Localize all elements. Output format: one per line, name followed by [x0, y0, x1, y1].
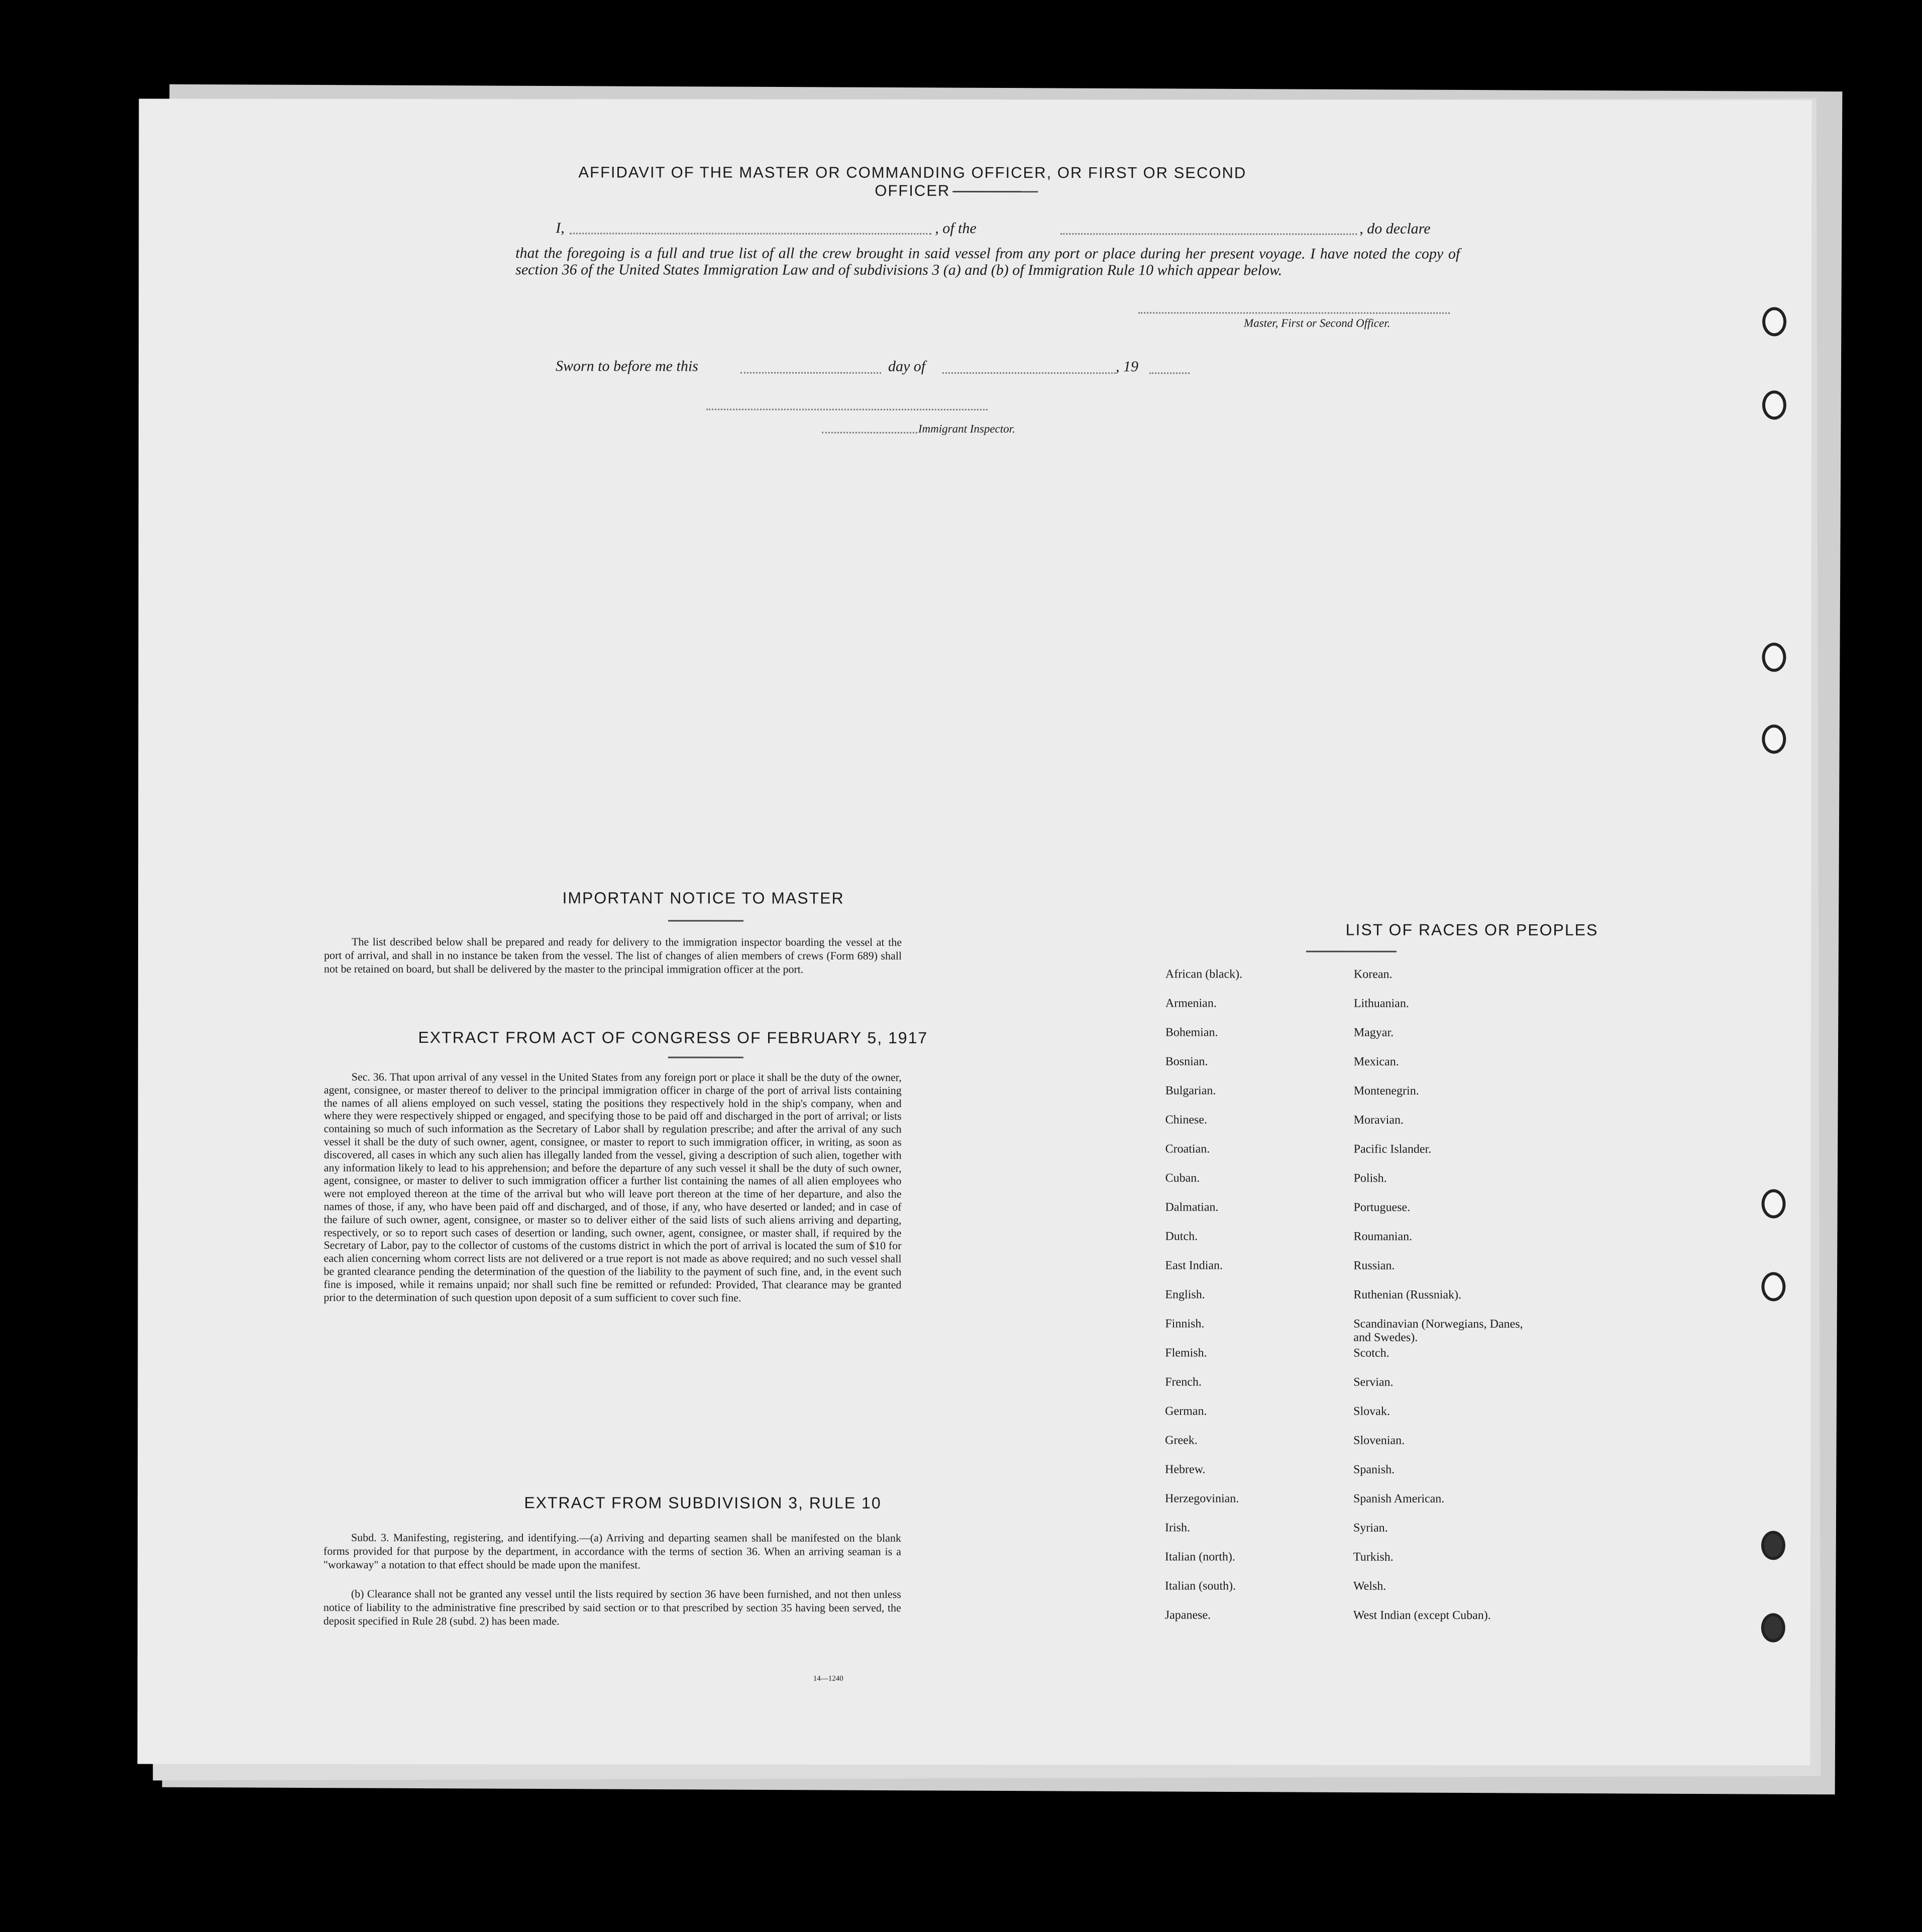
race-item: English.: [1165, 1288, 1205, 1302]
race-item: Portuguese.: [1353, 1201, 1411, 1214]
races-title: LIST OF RACES OR PEOPLES: [1345, 920, 1598, 939]
name-blank[interactable]: [570, 233, 931, 235]
race-item: Croatian.: [1165, 1142, 1210, 1156]
punch-hole-icon: [1762, 724, 1786, 754]
race-item: Scotch.: [1353, 1346, 1390, 1360]
race-item: Mexican.: [1353, 1055, 1399, 1068]
rule-para-a: Subd. 3. Manifesting, registering, and identifying.—(a) Arriving and departing seamen shall be manifested on the blank forms provided for that purpose by the department, in accordance with the terms of section 36. When an arriving seaman is a "workaway" a notation to that effect should be made upon the manifest.: [323, 1531, 901, 1571]
race-item: Spanish.: [1353, 1463, 1395, 1476]
race-item: Scandinavian (Norwegians, Danes, and Swedes).: [1353, 1317, 1523, 1344]
act-title: EXTRACT FROM ACT OF CONGRESS OF FEBRUARY 5, 1917: [418, 1028, 928, 1047]
punch-hole-icon: [1761, 1613, 1785, 1642]
race-item: Turkish.: [1353, 1550, 1394, 1564]
race-item: German.: [1165, 1405, 1207, 1418]
race-item: Finnish.: [1165, 1317, 1205, 1331]
rule-para-b: (b) Clearance shall not be granted any vessel until the lists required by section 36 have been furnished, and not then unless notice of liability to the administrative fine prescribed by said section or to that prescribed by section 35 having been served, the deposit specified in Rule 28 (subd. 2) has been made.: [323, 1587, 901, 1628]
race-item: Moravian.: [1353, 1113, 1404, 1127]
race-item: Bohemian.: [1165, 1026, 1218, 1039]
race-item: Dutch.: [1165, 1230, 1198, 1243]
race-item: Roumanian.: [1353, 1230, 1413, 1243]
affidavit-of-the: , of the: [935, 220, 977, 237]
form-number: 14—1240: [813, 1674, 843, 1683]
race-item: Greek.: [1165, 1434, 1198, 1447]
signature-blank[interactable]: [1138, 312, 1450, 314]
punch-hole-icon: [1762, 390, 1786, 419]
act-rule: [668, 1056, 743, 1058]
inspector-label: Immigrant Inspector.: [918, 422, 1015, 436]
affidavit-title: AFFIDAVIT OF THE MASTER OR COMMANDING OFFICER, OR FIRST OR SECOND OFFICER: [578, 163, 1247, 199]
month-blank[interactable]: [942, 372, 1116, 374]
race-item: Dalmatian.: [1165, 1201, 1219, 1214]
race-item: Russian.: [1353, 1259, 1395, 1272]
race-item: Cuban.: [1165, 1171, 1200, 1185]
race-item: Flemish.: [1165, 1346, 1207, 1360]
notice-body: The list described below shall be prepared and ready for delivery to the immigration inspector boarding the vessel at the port of arrival, and shall in no instance be taken from the vessel. The list of changes of alien members of crews (Form 689) shall not be retained on board, but shall be delivered by the master to the principal immigration officer at the port.: [324, 935, 902, 976]
affidavit-i: I,: [556, 220, 565, 237]
race-item: Armenian.: [1165, 997, 1217, 1010]
race-item: Pacific Islander.: [1353, 1142, 1432, 1156]
rule-title: EXTRACT FROM SUBDIVISION 3, RULE 10: [524, 1493, 882, 1512]
race-item: Syrian.: [1353, 1521, 1388, 1535]
notice-rule: [668, 920, 743, 921]
race-item: Bulgarian.: [1165, 1084, 1216, 1098]
title-rule: [952, 191, 1038, 192]
sworn-text: Sworn to before me this: [555, 358, 698, 375]
year-blank[interactable]: [1149, 372, 1190, 374]
race-item: Welsh.: [1353, 1579, 1386, 1593]
punch-hole-icon: [1762, 1189, 1786, 1218]
race-item: Montenegrin.: [1353, 1084, 1419, 1098]
notice-title: IMPORTANT NOTICE TO MASTER: [562, 889, 844, 907]
punch-hole-icon: [1762, 307, 1786, 336]
races-left-column: [1165, 968, 1331, 1638]
vessel-blank[interactable]: [1060, 233, 1357, 235]
race-item: French.: [1165, 1375, 1202, 1389]
punch-hole-icon: [1762, 642, 1786, 672]
race-item: Irish.: [1164, 1521, 1190, 1535]
race-item: Slovenian.: [1353, 1434, 1405, 1447]
race-item: East Indian.: [1165, 1259, 1223, 1272]
race-item: West Indian (except Cuban).: [1353, 1608, 1491, 1622]
day-of-text: day of: [888, 358, 926, 375]
year-text: , 19: [1115, 358, 1138, 375]
race-item: Ruthenian (Russniak).: [1353, 1288, 1462, 1302]
race-item: Korean.: [1353, 968, 1393, 981]
race-item: Japanese.: [1164, 1608, 1211, 1622]
punch-hole-icon: [1761, 1272, 1785, 1301]
inspector-line[interactable]: [706, 409, 988, 410]
race-item: Magyar.: [1353, 1026, 1394, 1039]
document-page: [138, 99, 1812, 1766]
race-item: Herzegovinian.: [1165, 1492, 1239, 1506]
race-item: Polish.: [1353, 1171, 1387, 1185]
race-item: Spanish American.: [1353, 1492, 1445, 1506]
race-item: Servian.: [1353, 1375, 1394, 1389]
race-item: Italian (north).: [1164, 1550, 1235, 1564]
affidavit-declare: , do declare: [1359, 220, 1431, 237]
day-blank[interactable]: [740, 372, 881, 374]
races-rule: [1306, 951, 1397, 952]
signature-label: Master, First or Second Officer.: [1244, 316, 1391, 330]
race-item: Italian (south).: [1164, 1579, 1236, 1593]
race-item: African (black).: [1165, 968, 1243, 981]
affidavit-body: that the foregoing is a full and true list of all the crew brought in said vessel from any port or place during her present voyage. I have noted the copy of section 36 of the United States Immigration Law and of subdivisions 3 (a) and (b) of Immigration Rule 10 which appear below.: [515, 245, 1460, 279]
race-item: Chinese.: [1165, 1113, 1208, 1127]
race-item: Lithuanian.: [1353, 997, 1409, 1010]
race-item: Slovak.: [1353, 1405, 1390, 1418]
inspector-line-2: [822, 432, 917, 434]
races-right-column: [1353, 968, 1535, 1638]
race-item: Bosnian.: [1165, 1055, 1208, 1068]
punch-hole-icon: [1761, 1531, 1785, 1560]
race-item: Hebrew.: [1165, 1463, 1206, 1476]
act-body: Sec. 36. That upon arrival of any vessel in the United States from any foreign port or place it shall be the duty of the owner, agent, consignee, or master thereof to deliver to the principal immigration officer in charge of the port of arrival lists containing the names of all aliens employed on such vessel, stating the positions they respectively hold in the ship's company, when and where they were respectively shipped or engaged, and specifying those to be paid off and discharged in the port of arrival; or lists containing so much of such information as the Secretary of Labor shall by regulation prescribe; and after the arrival of any such vessel it shall be the duty of such owner, agent, consignee, or master to report to such immigration officer, in writing, as soon as discovered, all cases in which any such alien has illegally landed from the vessel, giving a description of such alien, together with any information likely to lead to his apprehension; and before the departure of any such vessel it shall be the duty of such owner, agent, consignee, or master to deliver to such immigration officer a further list containing the names of all alien employees who were not employed thereon at the time of the arrival but who will leave port thereon at the time of her departure, and also the names of those, if any, who have been paid off and discharged, and of those, if any, who have deserted or landed; and in case of the failure of such owner, agent, consignee, or master so to deliver either of the said lists of such aliens arriving and departing, respectively, or so to report such cases of desertion or landing, such owner, agent, consignee, or master shall, if required by the Secretary of Labor, pay to the collector of customs of the customs district in which the port of arrival is located the sum of $10 for each alien concerning whom correct lists are not delivered or a true report is not made as above required; and no such vessel shall be granted clearance pending the determination of the question of the liability to the payment of such fine, and, in the event such fine is imposed, while it remains unpaid; nor shall such fine be remitted or refunded: Provided, That clearance may be granted prior to the determination of such question upon deposit of a sum sufficient to cover such fine.: [324, 1070, 902, 1304]
